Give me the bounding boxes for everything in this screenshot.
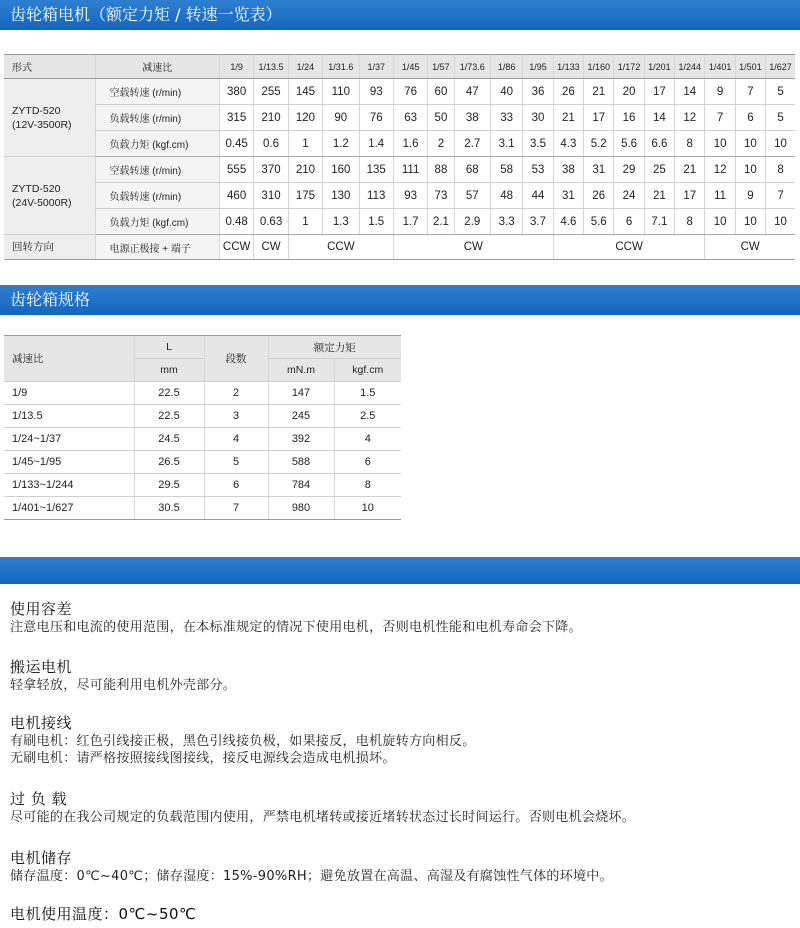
table-cell: 24: [614, 183, 644, 209]
table-cell: 2.1: [428, 209, 454, 235]
table-cell: 9: [735, 183, 765, 209]
table-cell: 1.5: [359, 209, 393, 235]
table-cell: 26: [584, 183, 614, 209]
header-ratio: 减速比: [95, 55, 219, 79]
table-cell: 1.7: [393, 209, 427, 235]
cell-torque-kgf: 4: [334, 428, 401, 451]
table-cell: 315: [219, 105, 253, 131]
gearbox-spec-table: [4, 335, 401, 520]
table-cell: 47: [454, 79, 490, 105]
divider-banner: [0, 557, 800, 584]
table-cell: 38: [553, 157, 583, 183]
table-cell: 17: [644, 79, 674, 105]
table-cell: 6: [614, 209, 644, 235]
table-cell: 8: [675, 131, 705, 157]
header-stages: 段数: [204, 336, 268, 382]
table-header-row: [4, 336, 401, 359]
table-cell: 310: [254, 183, 288, 209]
cell-length: 22.5: [134, 382, 204, 405]
table-cell: 14: [675, 79, 705, 105]
table-row: [4, 79, 795, 105]
cell-torque-kgf: 10: [334, 497, 401, 520]
note-text: 无刷电机：请严格按照接线图接线，接反电源线会造成电机损坏。: [10, 751, 396, 766]
note-text: 尽可能的在我公司规定的负载范围内使用，严禁电机堵转或接近堵转状态过长时间运行。否则电机会烧坏。: [10, 810, 636, 825]
cell-torque-kgf: 6: [334, 451, 401, 474]
header-ratio-value: 1/244: [675, 55, 705, 79]
table-cell: 1: [288, 209, 322, 235]
note-section: [10, 712, 476, 767]
cell-stages: 7: [204, 497, 268, 520]
model-label: ZYTD-520 (12V-3500R): [4, 79, 95, 157]
cell-stages: 2: [204, 382, 268, 405]
rotation-note: 电源正极接 + 端子: [95, 235, 219, 260]
table-cell: 16: [614, 105, 644, 131]
table-cell: 30: [523, 105, 553, 131]
section-banner-ratings: [0, 0, 800, 30]
table-cell: 135: [359, 157, 393, 183]
table-cell: 6: [735, 105, 765, 131]
cell-length: 26.5: [134, 451, 204, 474]
table-row: [4, 131, 795, 157]
header-ratio-value: 1/86: [491, 55, 523, 79]
table-row: [4, 209, 795, 235]
table-cell: 110: [323, 79, 359, 105]
header-ratio-value: 1/95: [523, 55, 553, 79]
table-cell: 1.6: [393, 131, 427, 157]
table-cell: 10: [735, 157, 765, 183]
cell-stages: 6: [204, 474, 268, 497]
rotation-direction: CCW: [219, 235, 253, 260]
cell-ratio: 1/24~1/37: [4, 428, 134, 451]
table-cell: 93: [393, 183, 427, 209]
cell-torque-kgf: 1.5: [334, 382, 401, 405]
table-cell: 7: [766, 183, 795, 209]
table-row: [4, 157, 795, 183]
table-cell: 2.7: [454, 131, 490, 157]
table-cell: 90: [323, 105, 359, 131]
rotation-direction: CCW: [288, 235, 393, 260]
cell-torque-mnm: 588: [268, 451, 334, 474]
cell-length: 29.5: [134, 474, 204, 497]
table-cell: 4.3: [553, 131, 583, 157]
table-cell: 21: [644, 183, 674, 209]
header-ratio: 减速比: [4, 336, 134, 382]
table-cell: 76: [359, 105, 393, 131]
param-label: 负载转速 (r/min): [95, 183, 219, 209]
cell-length: 30.5: [134, 497, 204, 520]
cell-torque-mnm: 245: [268, 405, 334, 428]
header-ratio-value: 1/13.5: [254, 55, 288, 79]
table-cell: 50: [428, 105, 454, 131]
header-ratio-value: 1/37: [359, 55, 393, 79]
table-cell: 120: [288, 105, 322, 131]
note-section: [10, 598, 582, 636]
table-cell: 93: [359, 79, 393, 105]
table-cell: 460: [219, 183, 253, 209]
table-cell: 145: [288, 79, 322, 105]
table-cell: 63: [393, 105, 427, 131]
table-cell: 14: [644, 105, 674, 131]
table-cell: 7: [705, 105, 735, 131]
table-cell: 57: [454, 183, 490, 209]
unit-mnm: mN.m: [268, 359, 334, 382]
table-cell: 88: [428, 157, 454, 183]
unit-mm: mm: [134, 359, 204, 382]
model-label: ZYTD-520 (24V-5000R): [4, 157, 95, 235]
header-ratio-value: 1/24: [288, 55, 322, 79]
rotation-label: 回转方向: [4, 235, 95, 260]
cell-stages: 5: [204, 451, 268, 474]
rotation-direction: CW: [254, 235, 288, 260]
header-ratio-value: 1/627: [766, 55, 795, 79]
note-text: 有刷电机：红色引线接正极，黑色引线接负极，如果接反，电机旋转方向相反。: [10, 734, 476, 749]
table-cell: 0.45: [219, 131, 253, 157]
note-section: [10, 656, 236, 694]
table-cell: 5: [766, 79, 795, 105]
header-ratio-value: 1/73.6: [454, 55, 490, 79]
table-cell: 48: [491, 183, 523, 209]
table-cell: 255: [254, 79, 288, 105]
table-cell: 25: [644, 157, 674, 183]
note-title: 电机接线: [10, 714, 73, 732]
cell-ratio: 1/45~1/95: [4, 451, 134, 474]
table-cell: 210: [254, 105, 288, 131]
table-cell: 44: [523, 183, 553, 209]
table-cell: 21: [553, 105, 583, 131]
header-model: 形式: [4, 55, 95, 79]
table-cell: 60: [428, 79, 454, 105]
table-cell: 68: [454, 157, 490, 183]
cell-ratio: 1/133~1/244: [4, 474, 134, 497]
table-cell: 76: [393, 79, 427, 105]
table-cell: 6.6: [644, 131, 674, 157]
table-cell: 210: [288, 157, 322, 183]
table-cell: 1.2: [323, 131, 359, 157]
table-cell: 17: [584, 105, 614, 131]
table-cell: 5.6: [614, 131, 644, 157]
table-cell: 2.9: [454, 209, 490, 235]
table-row: [4, 497, 401, 520]
note-section: [10, 847, 613, 885]
header-ratio-value: 1/31.6: [323, 55, 359, 79]
table-cell: 0.6: [254, 131, 288, 157]
section-banner-specs: [0, 285, 800, 315]
table-cell: 31: [584, 157, 614, 183]
param-label: 负载力矩 (kgf.cm): [95, 209, 219, 235]
param-label: 负载转速 (r/min): [95, 105, 219, 131]
table-row: [4, 183, 795, 209]
table-cell: 26: [553, 79, 583, 105]
header-torque: 额定力矩: [268, 336, 401, 359]
note-title: 过 负 载: [10, 790, 68, 808]
note-text: 轻拿轻放，尽可能利用电机外壳部分。: [10, 678, 237, 693]
table-cell: 3.7: [523, 209, 553, 235]
note-text: 储存温度：0℃~40℃；储存湿度：15%-90%RH；避免放置在高温、高湿及有腐蚀性气体的环境中。: [10, 869, 613, 884]
param-label: 空载转速 (r/min): [95, 79, 219, 105]
cell-ratio: 1/401~1/627: [4, 497, 134, 520]
table-cell: 2: [428, 131, 454, 157]
table-row: [4, 405, 401, 428]
cell-torque-kgf: 8: [334, 474, 401, 497]
table-cell: 40: [491, 79, 523, 105]
table-cell: 11: [705, 183, 735, 209]
note-title: 搬运电机: [10, 658, 73, 676]
param-label: 负载力矩 (kgf.cm): [95, 131, 219, 157]
table-cell: 10: [735, 131, 765, 157]
section-title-ratings: 齿轮箱电机（额定力矩 / 转速一览表）: [10, 5, 282, 24]
table-cell: 0.63: [254, 209, 288, 235]
table-row: [4, 105, 795, 131]
header-ratio-value: 1/45: [393, 55, 427, 79]
cell-torque-mnm: 784: [268, 474, 334, 497]
table-cell: 21: [584, 79, 614, 105]
rotation-row: [4, 235, 795, 260]
table-cell: 9: [705, 79, 735, 105]
header-ratio-value: 1/9: [219, 55, 253, 79]
table-cell: 53: [523, 157, 553, 183]
table-cell: 5.2: [584, 131, 614, 157]
table-cell: 17: [675, 183, 705, 209]
header-ratio-value: 1/201: [644, 55, 674, 79]
table-cell: 58: [491, 157, 523, 183]
table-cell: 31: [553, 183, 583, 209]
table-row: [4, 382, 401, 405]
table-cell: 1.3: [323, 209, 359, 235]
cell-length: 24.5: [134, 428, 204, 451]
rotation-direction: CW: [705, 235, 795, 260]
table-cell: 3.5: [523, 131, 553, 157]
section-title-specs: 齿轮箱规格: [10, 290, 91, 309]
table-cell: 555: [219, 157, 253, 183]
note-text: 注意电压和电流的使用范围，在本标准规定的情况下使用电机，否则电机性能和电机寿命会下降。: [10, 620, 582, 635]
table-cell: 10: [766, 209, 795, 235]
table-cell: 10: [705, 209, 735, 235]
table-cell: 7.1: [644, 209, 674, 235]
note-title: 电机储存: [10, 849, 73, 867]
table-cell: 160: [323, 157, 359, 183]
cell-torque-mnm: 980: [268, 497, 334, 520]
table-cell: 10: [705, 131, 735, 157]
table-cell: 3.3: [491, 209, 523, 235]
table-cell: 21: [675, 157, 705, 183]
note-section: [10, 788, 635, 826]
table-header-row: [4, 55, 795, 79]
table-row: [4, 428, 401, 451]
cell-length: 22.5: [134, 405, 204, 428]
table-row: [4, 451, 401, 474]
table-cell: 38: [454, 105, 490, 131]
table-cell: 7: [735, 79, 765, 105]
table-cell: 5.6: [584, 209, 614, 235]
header-ratio-value: 1/172: [614, 55, 644, 79]
table-cell: 3.1: [491, 131, 523, 157]
cell-ratio: 1/9: [4, 382, 134, 405]
param-label: 空载转速 (r/min): [95, 157, 219, 183]
table-cell: 4.6: [553, 209, 583, 235]
cell-stages: 3: [204, 405, 268, 428]
table-cell: 29: [614, 157, 644, 183]
table-cell: 73: [428, 183, 454, 209]
table-cell: 111: [393, 157, 427, 183]
header-ratio-value: 1/501: [735, 55, 765, 79]
table-cell: 113: [359, 183, 393, 209]
note-section: [10, 903, 196, 924]
table-cell: 12: [675, 105, 705, 131]
table-cell: 10: [735, 209, 765, 235]
cell-torque-kgf: 2.5: [334, 405, 401, 428]
unit-kgf: kgf.cm: [334, 359, 401, 382]
table-cell: 130: [323, 183, 359, 209]
cell-stages: 4: [204, 428, 268, 451]
cell-torque-mnm: 147: [268, 382, 334, 405]
table-cell: 380: [219, 79, 253, 105]
table-row: [4, 474, 401, 497]
cell-ratio: 1/13.5: [4, 405, 134, 428]
table-cell: 370: [254, 157, 288, 183]
table-cell: 175: [288, 183, 322, 209]
table-cell: 5: [766, 105, 795, 131]
ratings-table: [4, 54, 795, 260]
rotation-direction: CCW: [553, 235, 705, 260]
table-cell: 10: [766, 131, 795, 157]
header-ratio-value: 1/57: [428, 55, 454, 79]
header-ratio-value: 1/133: [553, 55, 583, 79]
table-cell: 36: [523, 79, 553, 105]
table-cell: 33: [491, 105, 523, 131]
table-cell: 20: [614, 79, 644, 105]
note-title: 电机使用温度：0℃~50℃: [10, 905, 197, 923]
table-cell: 1.4: [359, 131, 393, 157]
header-ratio-value: 1/160: [584, 55, 614, 79]
table-cell: 0.48: [219, 209, 253, 235]
table-cell: 1: [288, 131, 322, 157]
note-title: 使用容差: [10, 600, 73, 618]
table-cell: 12: [705, 157, 735, 183]
header-ratio-value: 1/401: [705, 55, 735, 79]
header-length: L: [134, 336, 204, 359]
rotation-direction: CW: [393, 235, 553, 260]
table-cell: 8: [766, 157, 795, 183]
cell-torque-mnm: 392: [268, 428, 334, 451]
table-cell: 8: [675, 209, 705, 235]
